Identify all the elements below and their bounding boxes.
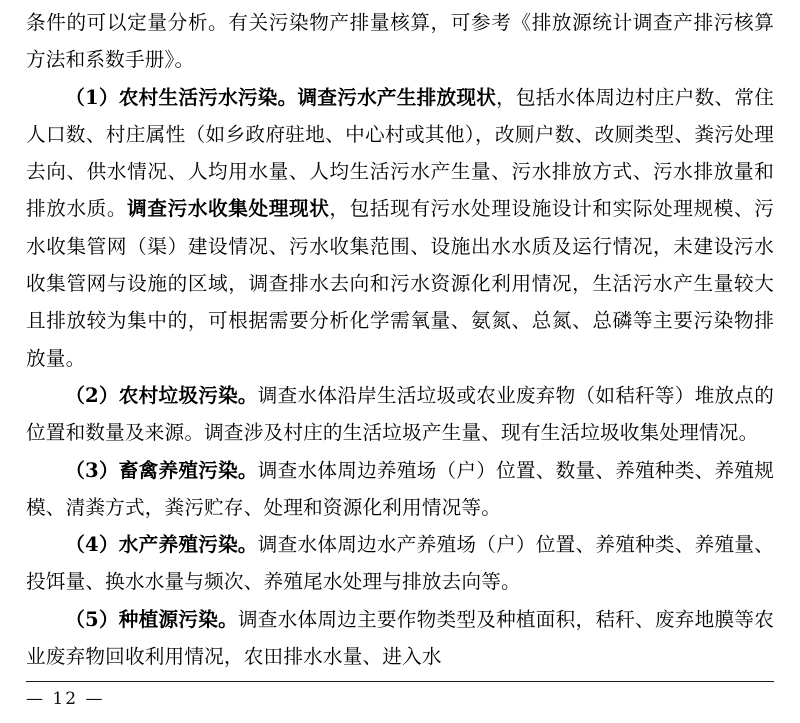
text-run: ，包括现有污水处理设施设计和实际处理规模、污水收集管网（渠）建设情况、污水收集范围、设施出水水质及运行情况，未建设污水收集管网与设施的区域，调查排水去向和污水资源化利用情况，生活污水产生量较大且排放较为集中的，可根据需要分析化学需氧量、氨氮、总氮、总磷等主要污染物排放量。 <box>26 197 774 370</box>
emphasis-run: 调查污水收集处理现状 <box>127 197 330 221</box>
emphasis-run: 调查污水产生排放现状 <box>297 85 497 109</box>
heading-run: （2）农村垃圾污染。 <box>65 383 258 407</box>
page-number: — 12 — <box>26 689 105 709</box>
paragraph-intro <box>26 4 774 79</box>
paragraph-item-5 <box>26 601 774 676</box>
paragraph-item-4 <box>26 526 774 601</box>
text-run: 调查水体周边养殖场（户）位置、数量、养殖种类、养殖规模、清粪方式，粪污贮存、处理和资源化利用情况等。 <box>26 458 774 519</box>
text-run: 条件的可以定量分析。有关污染物产排量核算，可参考《排放源统计调查产排污核算方法和系数手册》。 <box>26 11 774 72</box>
footer-divider <box>26 681 774 682</box>
text-run: 调查水体沿岸生活垃圾或农业废弃物（如秸秆等）堆放点的位置和数量及来源。调查涉及村庄的生活垃圾产生量、现有生活垃圾收集处理情况。 <box>26 383 774 445</box>
paragraph-item-3 <box>26 452 774 527</box>
paragraph-item-2 <box>26 377 774 452</box>
document-body <box>26 4 774 675</box>
text-run: ，包括水体周边村庄户数、常住人口数、村庄属性（如乡政府驻地、中心村或其他），改厕户数、改厕类型、粪污处理去向、供水情况、人均用水量、人均生活污水产生量、污水排放方式、污水排放量和排放水质。 <box>26 85 774 221</box>
heading-run: （4）水产养殖污染。 <box>65 533 258 557</box>
text-run: 调查水体周边主要作物类型及种植面积，秸秆、废弃地膜等农业废弃物回收利用情况，农田排水水量、进入水 <box>26 607 774 669</box>
text-run: 调查水体周边水产养殖场（户）位置、养殖种类、养殖量、投饵量、换水水量与频次、养殖尾水处理与排放去向等。 <box>26 533 774 594</box>
page-footer <box>0 677 800 723</box>
heading-run: （5）种植源污染。 <box>65 607 238 631</box>
heading-run: （1）农村生活污水污染。 <box>65 85 298 109</box>
paragraph-item-1 <box>26 79 774 377</box>
heading-run: （3）畜禽养殖污染。 <box>65 458 258 482</box>
